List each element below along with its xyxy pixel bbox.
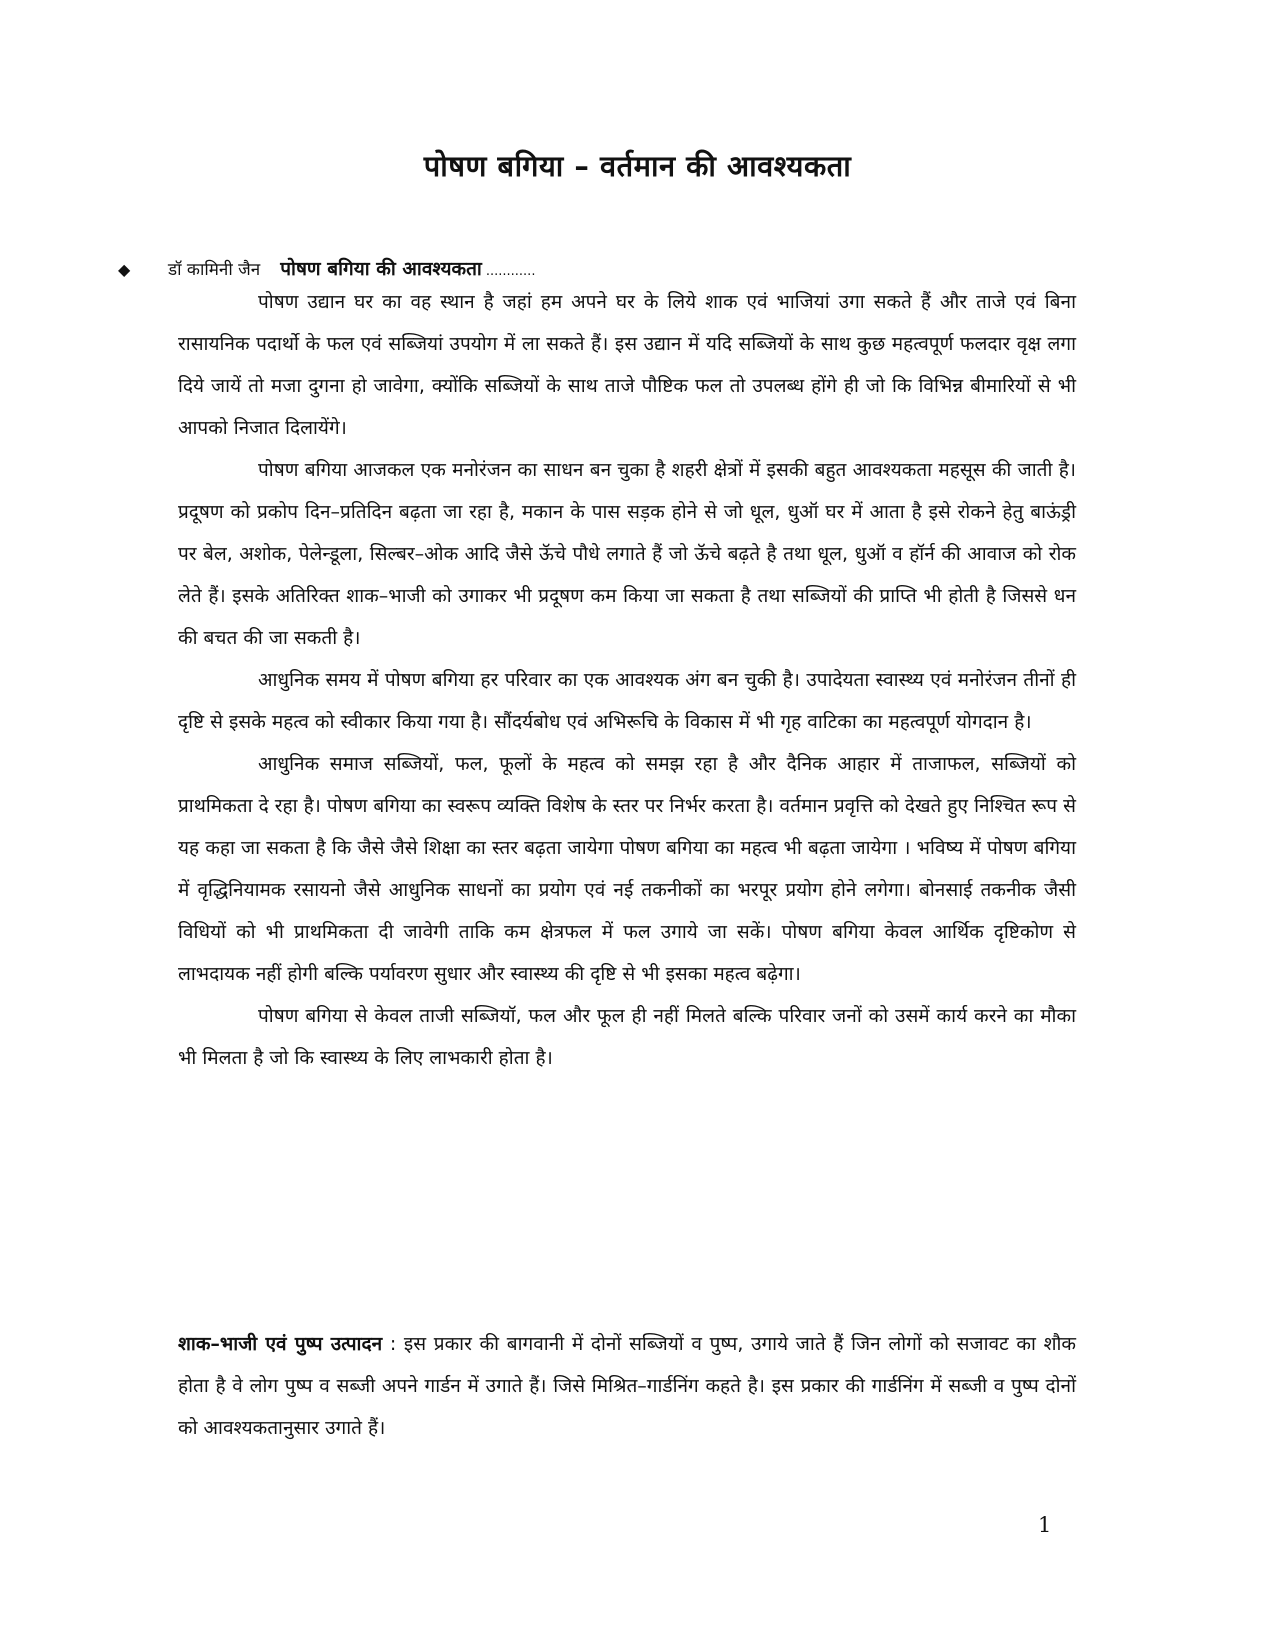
paragraph: आधुनिक समाज सब्जियों, फल, फूलों के महत्व को समझ रहा है और दैनिक आहार में ताजाफल, सब्जियों को प्राथमिकता दे रहा है। पोषण बगिया का स्वरूप व्यक्ति विशेष के स्तर पर निर्भर करता है। वर्तमान प्रवृत्ति को देखते हुए निश्चित रूप से यह कहा जा सकता है कि जैसे जैसे शिक्षा का स्तर बढ़ता जायेगा पोषण बगिया का महत्व भी बढ़ता जायेगा । भविष्य में पोषण बगिया में वृद्धिनियामक रसायनो जैसे आधुनिक साधनों का प्रयोग एवं नई तकनीकों का भरपूर प्रयोग होने लगेगा। बोनसाई तकनीक जैसी विधियों को भी प्राथमिकता दी जावेगी ताकि कम क्षेत्रफल में फल उगाये जा सकें। पोषण बगिया केवल आर्थिक दृष्टिकोण से लाभदायक नहीं होगी बल्कि पर्यावरण सुधार और स्वास्थ्य की दृष्टि से भी इसका महत्व बढ़ेगा। bbox=[178, 753, 1076, 985]
byline bbox=[118, 255, 535, 281]
section-text: इस प्रकार की बागवानी में दोनों सब्जियों व पुष्प, उगाये जाते हैं जिन लोगों को सजावट का शौक होता है वे लोग पुष्प व सब्जी अपने गार्डन में उगाते हैं। जिसे मिश्रित–गार्डनिंग कहते है। इस प्रकार की गार्डनिंग में सब्जी व पुष्प दोनों को आवश्यकतानुसार उगाते हैं। bbox=[178, 1333, 1077, 1439]
section-separator: : bbox=[382, 1333, 404, 1355]
body-text bbox=[178, 281, 1076, 1079]
section-heading: पोषण बगिया की आवश्यकता bbox=[280, 258, 482, 280]
page-number: 1 bbox=[1038, 1513, 1052, 1537]
page-title: पोषण बगिया – वर्तमान की आवश्यकता bbox=[423, 149, 852, 183]
author-name: डॉ कामिनी जैन bbox=[168, 260, 261, 280]
section-paragraph bbox=[178, 1323, 1076, 1449]
vegetable-flower-section bbox=[178, 1323, 1076, 1449]
paragraph: पोषण उद्यान घर का वह स्थान है जहां हम अपने घर के लिये शाक एवं भाजियां उगा सकते हैं और ताजे एवं बिना रासायनिक पदार्थो के फल एवं सब्जियां उपयोग में ला सकते हैं। इस उद्यान में यदि सब्जियों के साथ कुछ महत्वपूर्ण फलदार वृक्ष लगा दिये जायें तो मजा दुगना हो जावेगा, क्योंकि सब्जियों के साथ ताजे पौष्टिक फल तो उपलब्ध होंगे ही जो कि विभिन्न बीमारियों से भी आपको निजात दिलायेंगे। bbox=[178, 291, 1076, 439]
paragraph: पोषण बगिया से केवल ताजी सब्जियॉ, फल और फूल ही नहीं मिलते बल्कि परिवार जनों को उसमें कार्य करने का मौका भी मिलता है जो कि स्वास्थ्य के लिए लाभकारी होता है। bbox=[178, 1005, 1076, 1069]
paragraph: आधुनिक समय में पोषण बगिया हर परिवार का एक आवश्यक अंग बन चुकी है। उपादेयता स्वास्थ्य एवं मनोरंजन तीनों ही दृष्टि से इसके महत्व को स्वीकार किया गया है। सौंदर्यबोध एवं अभिरूचि के विकास में भी गृह वाटिका का महत्वपूर्ण योगदान है। bbox=[178, 669, 1076, 733]
diamond-bullet-icon: ◆ bbox=[118, 260, 131, 279]
heading-dots: ............ bbox=[485, 264, 536, 279]
paragraph: पोषण बगिया आजकल एक मनोरंजन का साधन बन चुका है शहरी क्षेत्रों में इसकी बहुत आवश्यकता महसूस की जाती है। प्रदूषण को प्रकोप दिन–प्रतिदिन बढ़ता जा रहा है, मकान के पास सड़क होने से जो धूल, धुऑ घर में आता है इसे रोकने हेतु बाऊंड्री पर बेल, अशोक, पेलेन्डूला, सिल्बर–ओक आदि जैसे ऊॅचे पौधे लगाते हैं जो ऊॅचे बढ़ते है तथा धूल, धुऑ व हॉर्न की आवाज को रोक लेते हैं। इसके अतिरिक्त शाक–भाजी को उगाकर भी प्रदूषण कम किया जा सकता है तथा सब्जियों की प्राप्ति भी होती है जिससे धन की बचत की जा सकती है। bbox=[178, 459, 1076, 649]
section-title: शाक–भाजी एवं पुष्प उत्पादन bbox=[178, 1333, 383, 1355]
